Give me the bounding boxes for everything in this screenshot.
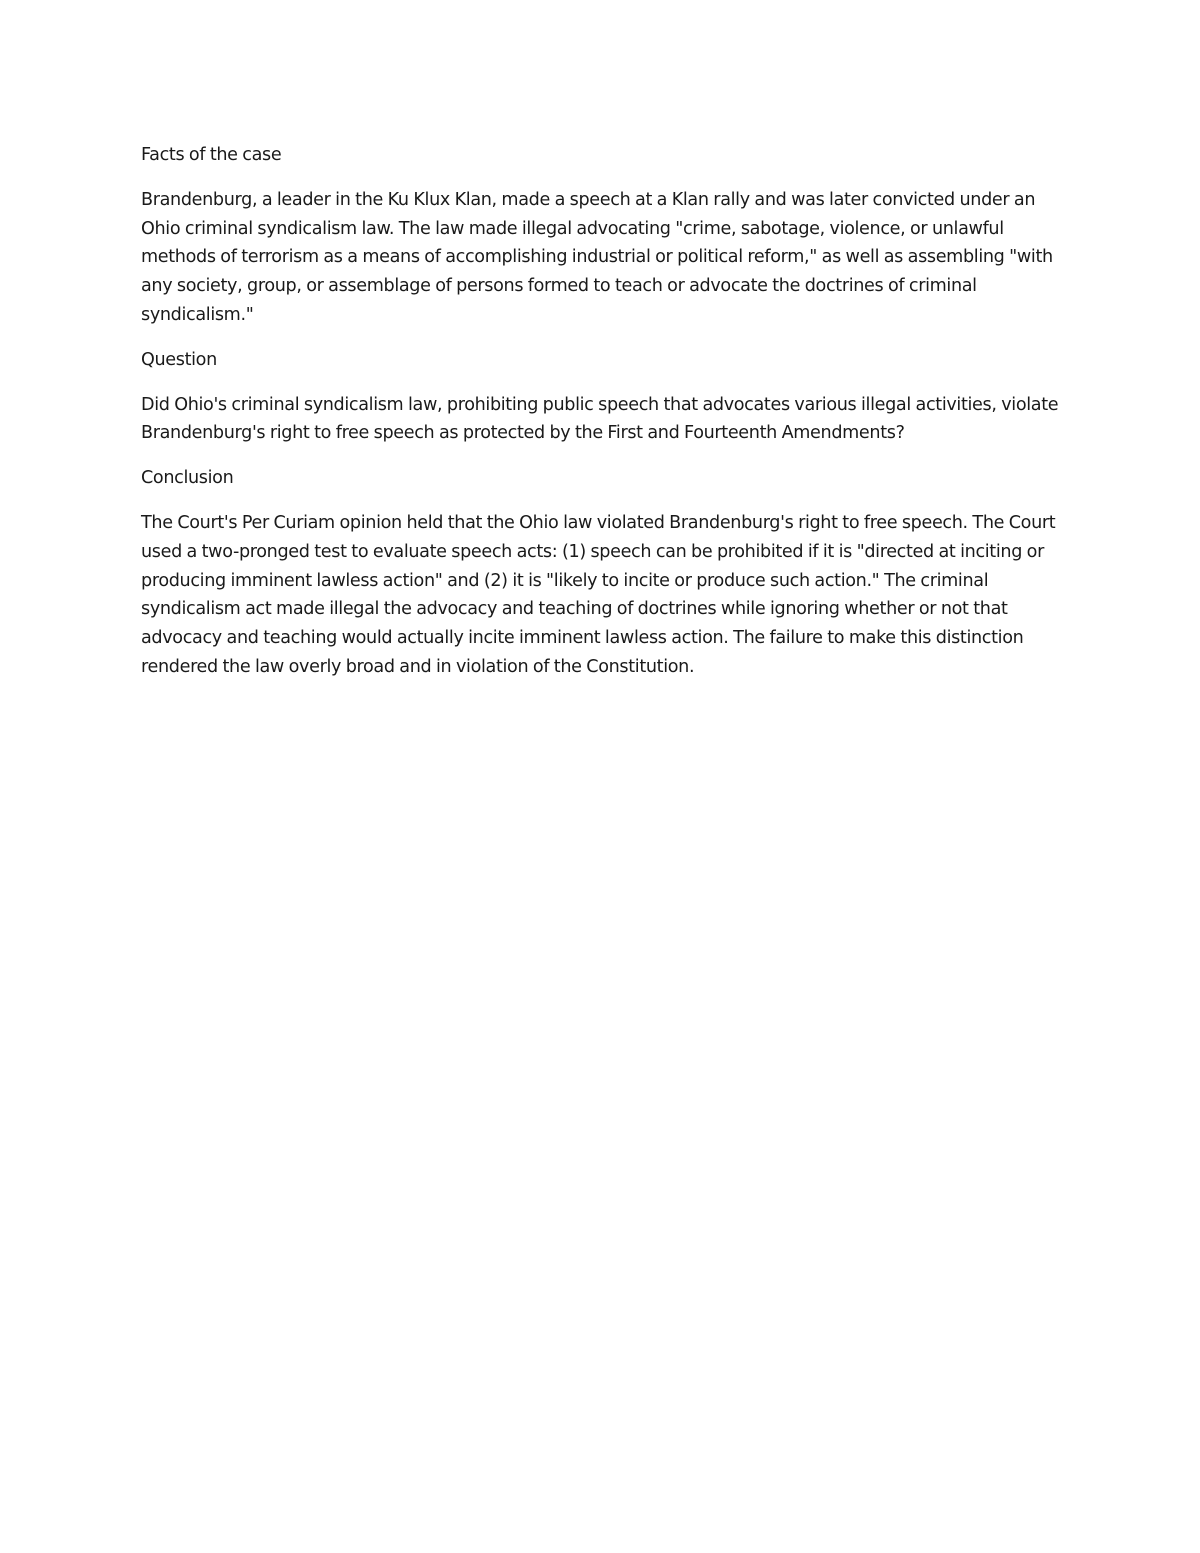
question-paragraph: Did Ohio's criminal syndicalism law, prohibiting public speech that advocates various illegal activities, violate Brandenburg's right to free speech as protected by the First and Fourteenth Amendments? <box>141 394 1059 444</box>
facts-heading: Facts of the case <box>141 145 282 165</box>
conclusion-heading: Conclusion <box>141 468 234 489</box>
question-heading: Question <box>141 349 217 370</box>
facts-paragraph: Brandenburg, a leader in the Ku Klux Klan, made a speech at a Klan rally and was later convicted under an Ohio criminal syndicalism law. The law made illegal advocating "crime, sabotage, violence, or unlawful methods of terrorism as a means of accomplishing industrial or political reform," as well as assembling "with any society, group, or assemblage of persons formed to teach or advocate the doctrines of criminal syndicalism." <box>141 189 1053 325</box>
document-body <box>141 141 1061 698</box>
conclusion-paragraph: The Court's Per Curiam opinion held that the Ohio law violated Brandenburg's right to free speech. The Court used a two-pronged test to evaluate speech acts: (1) speech can be prohibited if it is "directed at inciting or producing imminent lawless action" and (2) it is "likely to incite or produce such action." The criminal syndicalism act made illegal the advocacy and teaching of doctrines while ignoring whether or not that advocacy and teaching would actually incite imminent lawless action. The failure to make this distinction rendered the law overly broad and in violation of the Constitution. <box>141 512 1056 677</box>
